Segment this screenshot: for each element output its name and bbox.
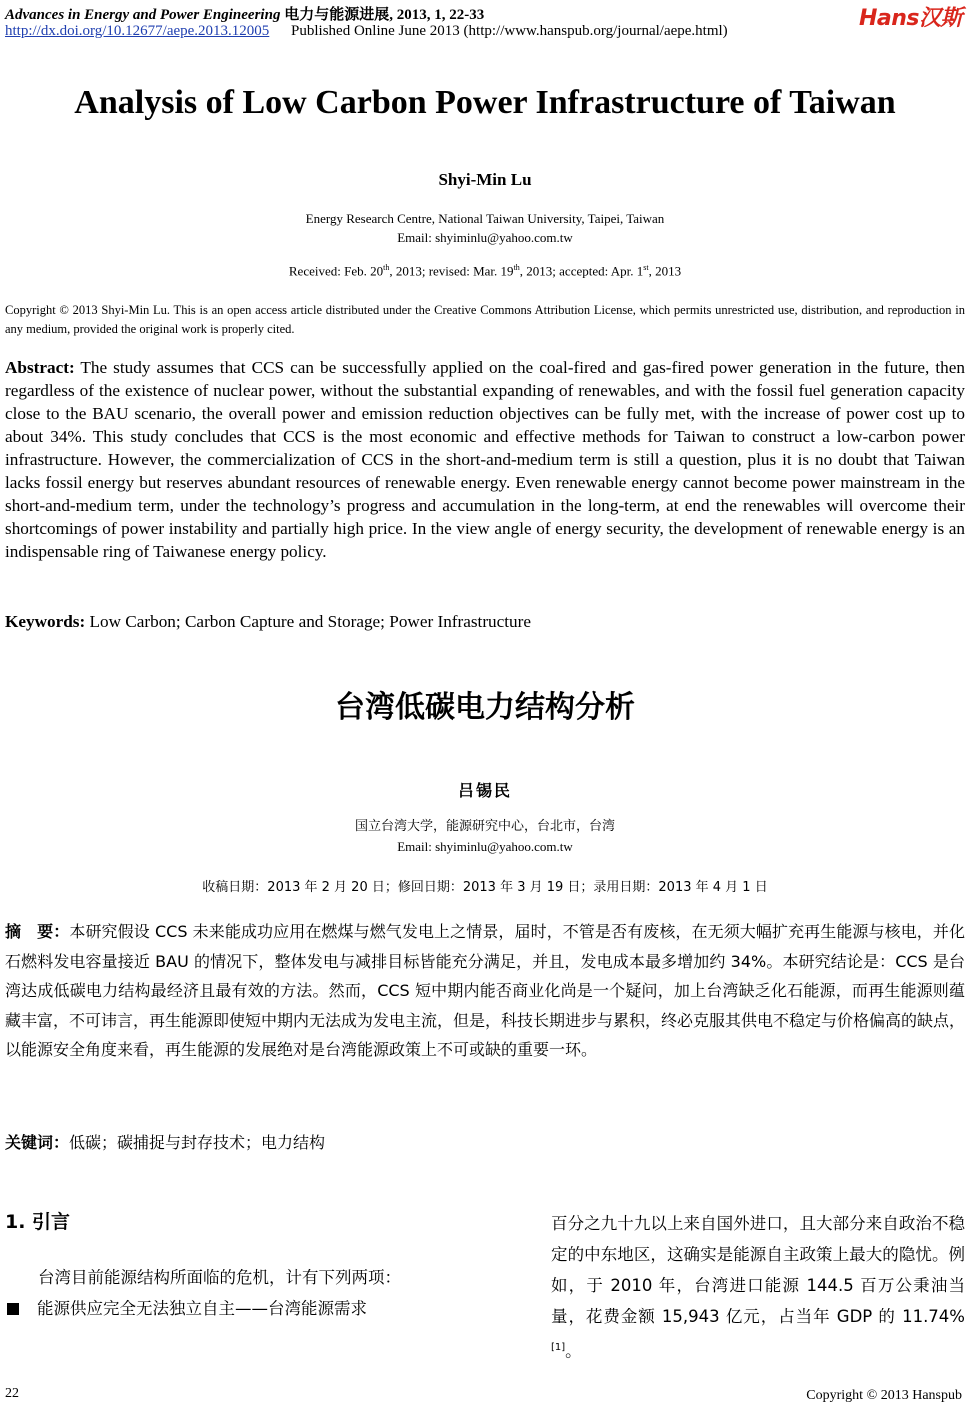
abstract-text-cn: 本研究假设 CCS 未来能成功应用在燃煤与燃气发电上之情景，届时，不管是否有废核，在无须大幅扩充再生能源与核电，并化石燃料发电容量接近 BAU 的情况下，整体发电与减排目标皆能充分满足，并且，发电成本最多增加约 34%。本研究结论是：CCS 是台湾达成低碳电力结构最经济且最有效的方法。然而，CCS 短中期内能否商业化尚是一个疑问，加上台湾缺乏化石能源，而再生能源则蕴藏丰富，不可讳言，再生能源即使短中期内无法成为发电主流，但是，科技长期进步与累积，终必克服其供电不稳定与价格偏高的缺点，以能源安全角度来看，再生能源的发展绝对是台湾能源政策上不可或缺的重要一环。	[5, 922, 966, 1059]
journal-name-en: Advances in Energy and Power Engineering	[5, 7, 281, 23]
abstract-cn	[5, 917, 965, 1065]
doi-link[interactable]: http://dx.doi.org/10.12677/aepe.2013.12005	[5, 23, 270, 39]
email-line: Email: shyiminlu@yahoo.com.tw	[397, 230, 573, 245]
copyright-notice: Copyright © 2013 Shyi-Min Lu. This is an open access article distributed under the Creative Commons Attribution License, which permits unrestricted use, distribution, and reproduction in any medium, provided the original work is properly cited.	[5, 303, 965, 336]
paper-title-cn: 台湾低碳电力结构分析	[335, 690, 635, 725]
page-number: 22	[5, 1386, 19, 1401]
affiliation-line: Energy Research Centre, National Taiwan University, Taipei, Taiwan	[305, 211, 665, 226]
right-column-text: 百分之九十九以上来自国外进口，且大部分来自政治不稳定的中东地区，这确实是能源自主政策上最大的隐忧。例如，于 2010 年，台湾进口能源 144.5 百万公秉油当量，花费金额 15,943 亿元，占当年 GDP 的 11.74%	[551, 1214, 965, 1326]
paper-title: Analysis of Low Carbon Power Infrastructure of Taiwan	[74, 84, 896, 121]
section-heading: 1. 引言	[5, 1211, 71, 1233]
author-name: Shyi-Min Lu	[438, 170, 532, 189]
keywords-label-cn: 关键词：	[5, 1133, 70, 1152]
author-affiliation-cn	[0, 817, 970, 857]
body-right-column: 百分之九十九以上来自国外进口，且大部分来自政治不稳定的中东地区，这确实是能源自主政策上最大的隐忧。例如，于 2010 年，台湾进口能源 144.5 百万公秉油当量，花费金额 15,943 亿元，占当年 GDP 的 11.74%[1]。	[551, 1214, 965, 1361]
published-online: Published Online June 2013 (http://www.hanspub.org/journal/aepe.html)	[291, 23, 728, 39]
received-dates-cn: 收稿日期：2013 年 2 月 20 日；修回日期：2013 年 3 月 19 日；录用日期：2013 年 4 月 1 日	[202, 880, 768, 895]
author-affiliation	[0, 209, 970, 247]
abstract-label: Abstract:	[5, 358, 75, 377]
keywords-text-cn: 低碳；碳捕捉与封存技术；电力结构	[69, 1133, 326, 1152]
journal-citation: , 2013, 1, 22-33	[389, 7, 485, 23]
square-bullet-icon	[7, 1303, 19, 1315]
reference-marker[interactable]: [1]	[551, 1342, 566, 1353]
journal-header	[5, 3, 484, 24]
hanspub-logo: Hans汉斯	[858, 6, 962, 31]
author-name-cn: 吕锡民	[457, 781, 512, 800]
journal-name-cn: 电力与能源进展	[284, 5, 390, 23]
keywords	[5, 612, 531, 632]
keywords-text: Low Carbon; Carbon Capture and Storage; Power Infrastructure	[89, 612, 531, 631]
footer-copyright: Copyright © 2013 Hanspub	[806, 1388, 962, 1403]
abstract-label-cn: 摘 要：	[5, 922, 70, 941]
abstract	[5, 356, 965, 563]
keywords-label: Keywords:	[5, 612, 86, 631]
bullet-text: 能源供应完全无法独立自主——台湾能源需求	[37, 1299, 367, 1318]
body-left-column	[5, 1262, 467, 1324]
keywords-cn	[5, 1130, 325, 1153]
affiliation-line-cn: 国立台湾大学，能源研究中心，台北市，台湾	[354, 819, 615, 834]
doi-line	[5, 23, 728, 40]
bullet-item	[5, 1293, 467, 1324]
received-dates: Received: Feb. 20th, 2013; revised: Mar. 19th, 2013; accepted: Apr. 1st, 2013	[288, 263, 682, 279]
abstract-text: The study assumes that CCS can be successfully applied on the coal-fired and gas-fired power generation in the future, then regardless of the existence of nuclear power, without the substantial expanding of renewables, and with the fossil fuel generation capacity close to the BAU scenario, the overall power and emission reduction objectives can be fully met, with the increase of power cost up to about 34%. This study concludes that CCS is the most economic and effective methods for Taiwan to construct a low-carbon power infrastructure. However, the commercialization of CCS in the short-and-medium term is still a question, plus it is no doubt that Taiwan lacks fossil energy but reserves abundant resources of renewable energy. Even renewable energy cannot become power mainstream in the short-and-medium term, under the technology’s progress and accumulation in the long-term, at end the renewables will overcome their shortcomings of power instability and partially high price. In the view angle of energy security, the development of renewable energy is an indispensable ring of Taiwanese energy policy.	[5, 358, 965, 561]
intro-paragraph: 台湾目前能源结构所面临的危机，计有下列两项：	[38, 1268, 401, 1287]
email-line-cn: Email: shyiminlu@yahoo.com.tw	[397, 839, 573, 854]
